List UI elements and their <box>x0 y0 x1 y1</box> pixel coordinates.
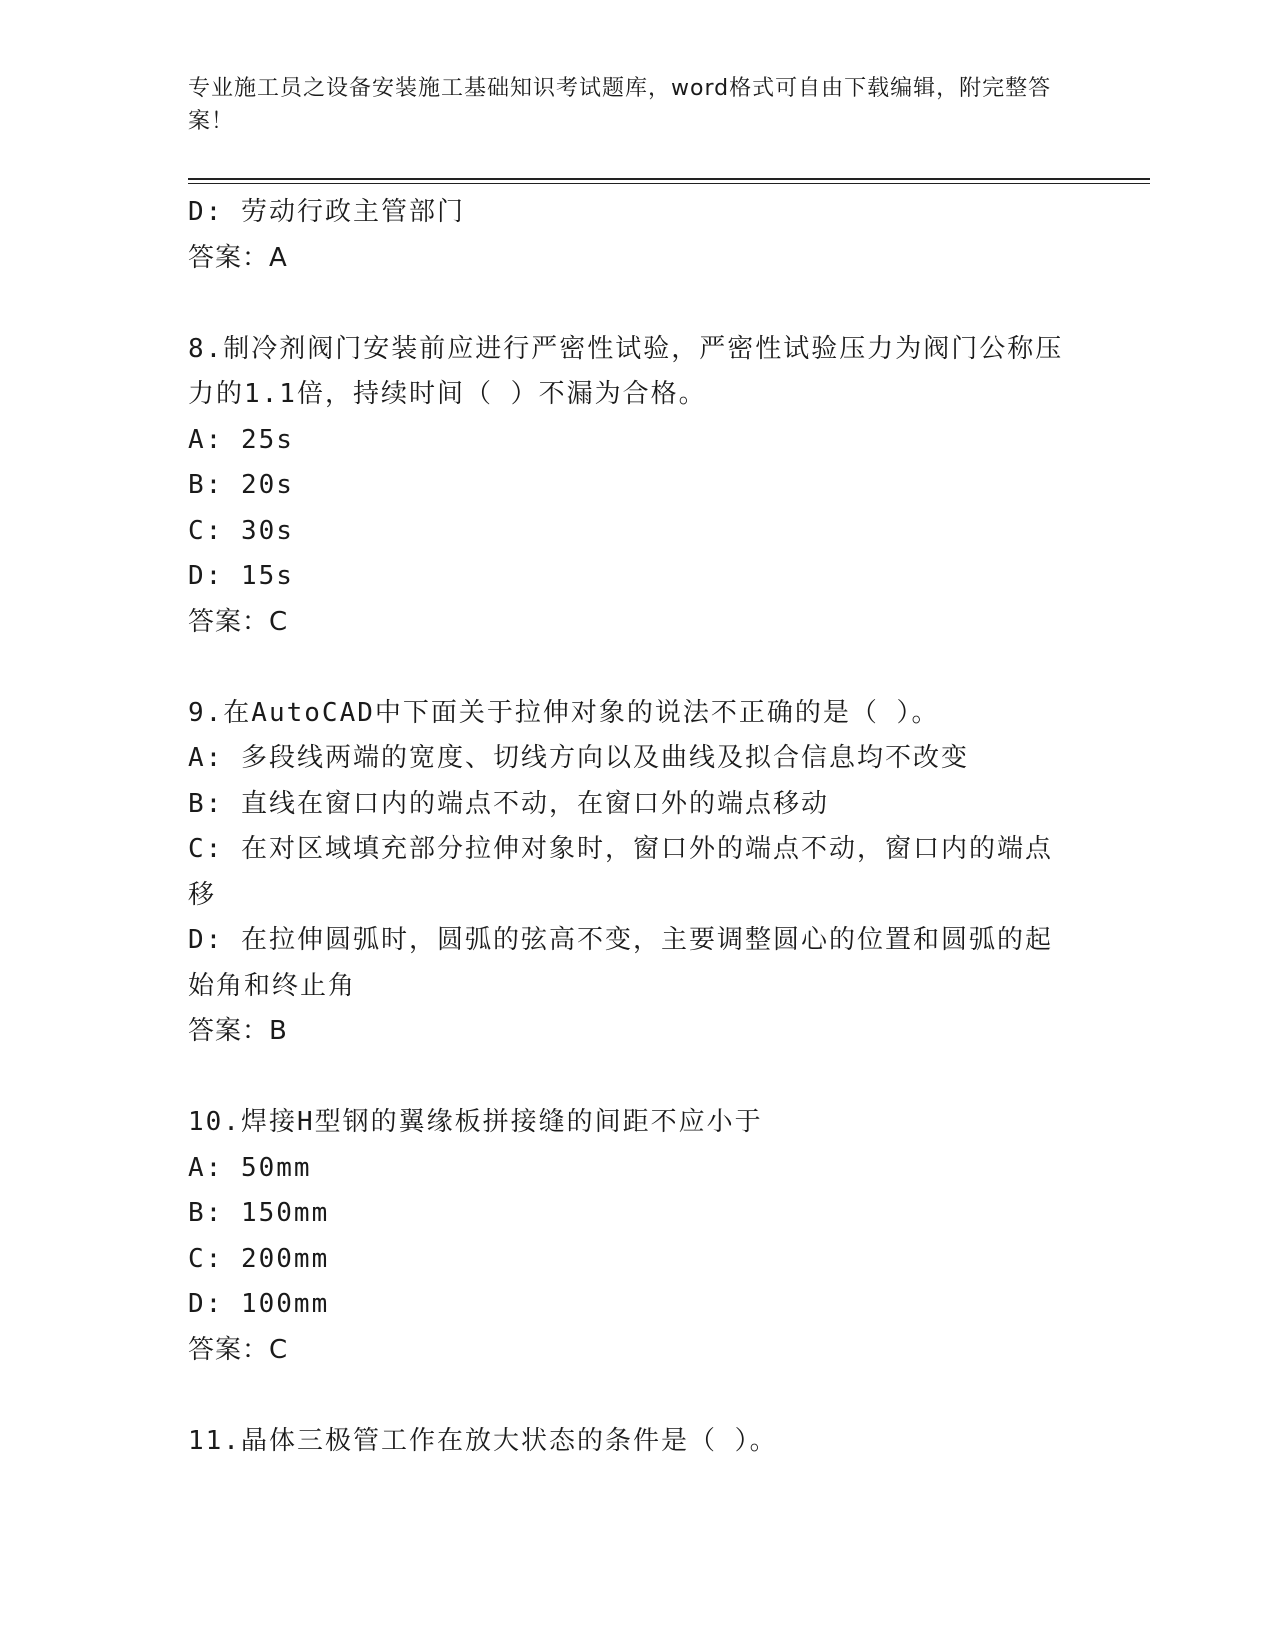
option-a: A: 25s <box>188 424 294 455</box>
question-11 <box>188 1419 1068 1465</box>
option-c: C: 200mm <box>188 1243 330 1274</box>
answer: 答案：C <box>188 1334 289 1365</box>
spacer <box>188 645 1068 691</box>
question-10 <box>188 1100 1068 1373</box>
document-body <box>188 190 1068 1464</box>
question-stem: 11.晶体三极管工作在放大状态的条件是（ ）。 <box>188 1425 778 1456</box>
answer: 答案：C <box>188 606 289 637</box>
option-c: C: 在对区域填充部分拉伸对象时，窗口外的端点不动，窗口内的端点移 <box>188 834 1053 910</box>
option-b: B: 150mm <box>188 1198 330 1228</box>
option-d: D: 在拉伸圆弧时，圆弧的弦高不变，主要调整圆心的位置和圆弧的起始角和终止角 <box>188 925 1053 1001</box>
option-d: D: 15s <box>188 561 294 591</box>
document-header: 专业施工员之设备安装施工基础知识考试题库，word格式可自由下载编辑，附完整答案！ <box>188 76 1052 134</box>
question-8 <box>188 327 1068 646</box>
question-9 <box>188 691 1068 1055</box>
answer: 答案：B <box>188 1016 288 1046</box>
option-a: A: 多段线两端的宽度、切线方向以及曲线及拟合信息均不改变 <box>188 743 969 773</box>
option-b: B: 20s <box>188 470 294 500</box>
header-rule-thin <box>188 183 1150 184</box>
question-stem: 10.焊接H型钢的翼缘板拼接缝的间距不应小于 <box>188 1107 763 1137</box>
question-stem: 8.制冷剂阀门安装前应进行严密性试验，严密性试验压力为阀门公称压力的1.1倍，持续时间（ ）不漏为合格。 <box>188 333 1064 409</box>
option-c: C: 30s <box>188 515 294 546</box>
spacer <box>188 281 1068 327</box>
header-rule-thick <box>188 178 1150 180</box>
option-a: A: 50mm <box>188 1152 312 1183</box>
question-stem: 9.在AutoCAD中下面关于拉伸对象的说法不正确的是（ ）。 <box>188 697 940 728</box>
spacer <box>188 1055 1068 1101</box>
carryover-answer: 答案：A <box>188 242 288 273</box>
spacer <box>188 1373 1068 1419</box>
option-b: B: 直线在窗口内的端点不动，在窗口外的端点移动 <box>188 788 829 819</box>
carryover-option-d: D: 劳动行政主管部门 <box>188 197 465 227</box>
option-d: D: 100mm <box>188 1289 330 1319</box>
